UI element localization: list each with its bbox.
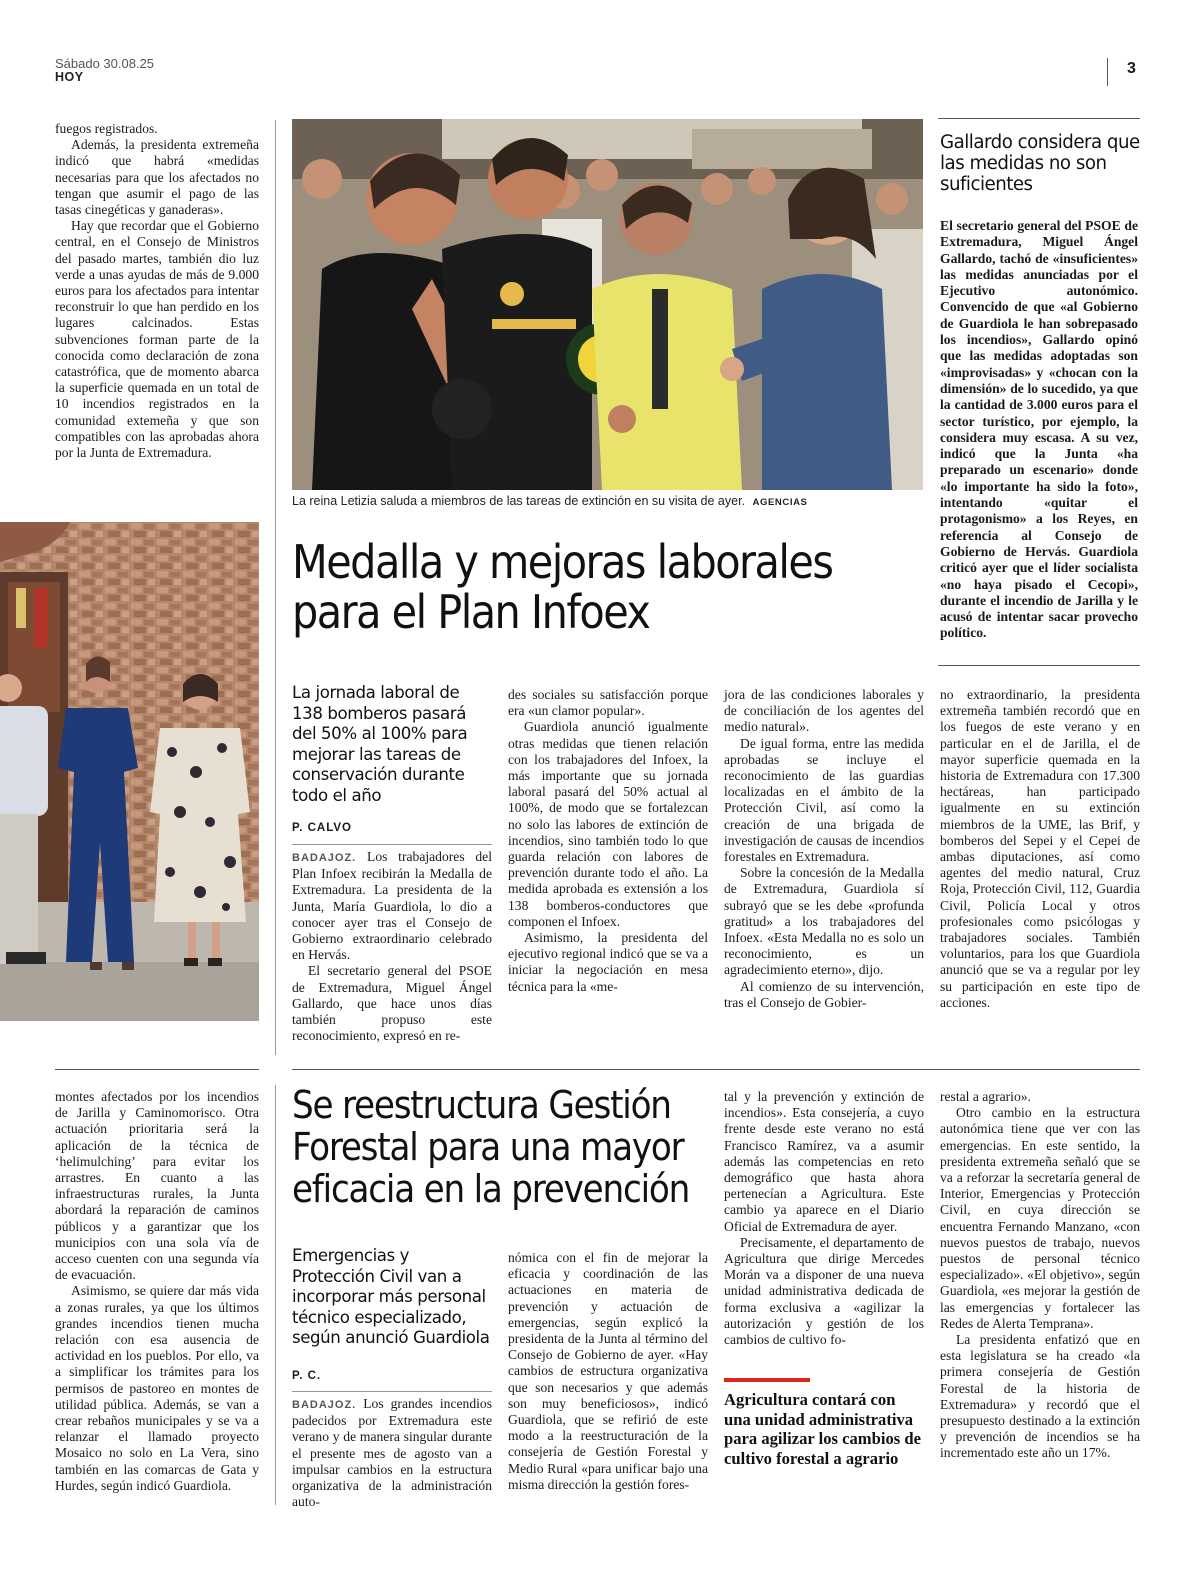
article1-subhead: La jornada laboral de 138 bomberos pasará del 50% al 100% para mejorar las tareas de conservación durante todo el año <box>292 683 468 805</box>
photo-main <box>292 119 923 490</box>
header-paper-name: HOY <box>55 70 84 84</box>
header-date: Sábado 30.08.25 <box>55 56 155 71</box>
paragraph: des sociales su satisfacción porque era «un clamor popular». <box>508 687 708 719</box>
caption-text: La reina Letizia saluda a miembros de las tareas de extinción en su visita de ayer. <box>292 494 746 508</box>
paragraph: montes afectados por los incendios de Jarilla y Caminomorisco. Otra actuación prioritaria será la aplicación de la técnica de ‘helimulching’ para evitar los arrastres. En cuanto a las infraestructuras rurales, la Junta abordará la reparación de caminos públicos y a garantizar que los municipios con una sola vía de acceso cuenten con una segunda vía de evacuación. <box>55 1089 259 1283</box>
article2-col2 <box>508 1250 708 1493</box>
article1-col4 <box>940 687 1140 1011</box>
col1-bottom-text <box>55 1089 259 1494</box>
highlight-red-bar <box>724 1378 810 1382</box>
photo-main-image <box>292 119 923 490</box>
article2-headline: Se reestructura Gestión Forestal para una mayor eficacia en la prevención <box>292 1083 690 1211</box>
article2-col3 <box>724 1089 924 1348</box>
paragraph: Asimismo, la presidenta del ejecutivo regional indicó que se va a iniciar la negociación en mesa técnica para la «me- <box>508 930 708 994</box>
sidebar-text: El secretario general del PSOE de Extremadura, Miguel Ángel Gallardo, tachó de «insuficientes» las medidas anunciadas por el Ejecutivo autonómico. Convencido de que «al Gobierno de Guardiola le han sobrepasado los incendios», Gallardo opinó que las medidas adoptadas son «improvisadas» y «chocan con la dimensión» de lo sucedido, ya que la cantidad de 3.000 euros para el sector turístico, por ejemplo, la considera muy escasa. A su vez, indicó que la Junta «ha preparado un escenario» donde «lo importante ha sido la foto», intentando «quitar el protagonismo» a los Reyes, en referencia al Consejo de Gobierno de Hervás. Guardiola criticó ayer que el líder socialista «no haya pisado el Cecopi», durante el incendio de Jarilla y le acusó de intentar sacar provecho político. <box>940 218 1138 641</box>
paragraph: jora de las condiciones laborales y de conciliación de los agentes del medio natural». <box>724 687 924 735</box>
section-divider <box>292 1069 1140 1070</box>
paragraph: Asimismo, se quiere dar más vida a zonas rurales, ya que los últimos grandes incendios tienen mucha relación con esa ausencia de actividad en los pueblos. Por ello, va a simplificar los trámites para los permisos de pastoreo en montes de utilidad pública. Además, se van a crear rebaños municipales y se va a relanzar el llamado proyecto Mosaico no solo en La Vera, sino también en las comarcas de Gata y Hurdes, según indicó Guardiola. <box>55 1283 259 1493</box>
photo-officials <box>0 522 259 1021</box>
article1-location: BADAJOZ. <box>292 852 357 864</box>
sidebar-title: Gallardo considera que las medidas no son suficientes <box>940 132 1140 195</box>
paragraph: Otro cambio en la estructura autonómica tiene que ver con las emergencias. En este sentido, la presidenta extremeña señaló que se va a reforzar la secretaría general de Interior, Emergencias y Protección Civil, en cuya dirección se encuentra Fernando Manzano, «con nuevos puestos de trabajo, nuevos puestos de personal técnico especializado». «El objetivo», según Guardiola, «es mejorar la gestión de las emergencias y fortalecer las Redes de Alerta Temprana». <box>940 1105 1140 1331</box>
column-divider <box>275 120 276 1055</box>
article1-col3 <box>724 687 924 1011</box>
article2-col1 <box>292 1396 492 1510</box>
paragraph: La presidenta enfatizó que en esta legislatura se ha creado «la primera consejería de Gestión Forestal de la historia de Extremadura» y recordó que el presupuesto destinado a la extinción y prevención de incendios se ha incrementado este año un 17%. <box>940 1332 1140 1461</box>
page-number: 3 <box>1127 60 1136 77</box>
paragraph: Hay que recordar que el Gobierno central, en el Consejo de Ministros del pasado martes, también dio luz verde a unas ayudas de más de 9.000 euros para los afectados para intentar reconstruir lo que han perdido en los lugares calcinados. Estas subvenciones forman parte de la conocida como declaración de zona catastrófica, que de momento abarca la superficie quemada en un total de 10 incendios registrados en la comunidad extemeña y que son compatibles con las aprobadas ahora por la Junta de Extremadura. <box>55 218 259 461</box>
paragraph: BADAJOZ. Los grandes incendios padecidos por Extremadura este verano y de manera singular durante el presente mes de agosto van a impulsar cambios en la estructura organizativa de la administración auto- <box>292 1396 492 1510</box>
col1-top-text <box>55 121 259 461</box>
article2-location: BADAJOZ. <box>292 1399 357 1411</box>
photo-officials-image <box>0 522 259 1021</box>
article1-col2 <box>508 687 708 995</box>
header-divider <box>1107 58 1108 86</box>
article1-byline-rule <box>292 844 492 845</box>
section-divider <box>55 1069 259 1070</box>
article2-subhead: Emergencias y Protección Civil van a incorporar más personal técnico especializado, según anunció Guardiola <box>292 1246 490 1348</box>
article1-headline: Medalla y mejoras laborales para el Plan Infoex <box>292 535 833 639</box>
paragraph: Precisamente, el departamento de Agricultura que dirige Mercedes Morán va a disponer de una nueva unidad administrativa dedicada de forma exclusiva a «agilizar la autorización y gestión de los cambios de cultivo fo- <box>724 1234 924 1348</box>
sidebar-bottom-rule <box>938 665 1140 666</box>
article2-byline: P. C. <box>292 1370 322 1382</box>
photo-main-caption <box>292 494 923 508</box>
column-divider <box>275 1085 276 1505</box>
caption-credit: AGENCIAS <box>752 497 808 508</box>
article1-col1 <box>292 849 492 1044</box>
article1-byline: P. CALVO <box>292 822 352 834</box>
paragraph: De igual forma, entre las medida aprobadas se incluye el reconocimiento de las guardias localizadas en el ámbito de la Protección Civil, así como la creación de una brigada de investigación de causas de incendios forestales en Extremadura. <box>724 735 924 865</box>
paragraph: tal y la prevención y extinción de incendios». Esta consejería, a cuyo frente desde este verano no está Francisco Ramírez, va a asumir además las competencias en reto demográfico que hasta ahora pertenecían a Agricultura. Este cambio ya aparece en el Diario Oficial de Extremadura de ayer. <box>724 1089 924 1234</box>
paragraph: Guardiola anunció igualmente otras medidas que tienen relación con los trabajadores del Infoex, la más importante que su jornada laboral pasará del 50% actual al 100%, de modo que se fortalezcan no solo las labores de extinción de incendios, sino también todo lo que guarda relación con labores de prevención durante todo el año. La medida aprobada es extensión a los 138 bomberos-conductores que componen el Infoex. <box>508 719 708 929</box>
paragraph: BADAJOZ. Los trabajadores del Plan Infoex recibirán la Medalla de Extremadura. La presidenta de la Junta, María Guardiola, lo dio a conocer ayer tras el Consejo de Gobierno extraordinario celebrado en Hervás. <box>292 849 492 963</box>
paragraph: Al comienzo de su intervención, tras el Consejo de Gobier- <box>724 978 924 1010</box>
sidebar-top-rule <box>938 118 1140 119</box>
paragraph: Sobre la concesión de la Medalla de Extremadura, Guardiola sí subrayó que se les debe «profunda gratitud» a los trabajadores del Infoex. «Esta Medalla no es solo un reconocimiento, es un agradecimiento eterno», dijo. <box>724 865 924 978</box>
article2-highlight: Agricultura contará con una unidad administrativa para agilizar los cambios de cultivo forestal a agrario <box>724 1390 921 1468</box>
article2-byline-rule <box>292 1391 492 1392</box>
article2-col4 <box>940 1089 1140 1462</box>
paragraph: restal a agrario». <box>940 1089 1031 1104</box>
paragraph: fuegos registrados. <box>55 121 158 136</box>
paragraph: no extraordinario, la presidenta extremeña también recordó que en los fuegos de este verano y en particular en el de Jarilla, el de mayor superficie quemada en la historia de Extremadura con 17.300 hectáreas, han participado igualmente en su extinción miembros de la UME, las Brif, y bomberos del Sepei y el Cepei de ambas diputaciones, así como agentes del medio natural, Cruz Roja, Protección Civil, 112, Guardia Civil, Policía Local y otros profesionales como psicólogas y trabajadores sociales. También voluntarios, para los que Guardiola anunció que se va a regular por ley su participación en este tipo de acciones. <box>940 687 1140 1010</box>
paragraph: El secretario general del PSOE de Extremadura, Miguel Ángel Gallardo, que hace unos días también propuso este reconocimiento, expresó en re- <box>292 963 492 1044</box>
paragraph: Además, la presidenta extremeña indicó que habrá «medidas necesarias para que los afectados no tengan que asumir el pago de las tasas cinegéticas y ganaderas». <box>55 137 259 218</box>
paragraph: nómica con el fin de mejorar la eficacia y coordinación de las actuaciones en materia de prevención y actuación de emergencias, según explicó la presidenta de la Junta al término del Consejo de Gobierno de ayer. «Hay cambios de estructura organizativa que son necesarios y que además son muy beneficiosos», indicó Guardiola, que se refirió de este modo a la reestructuración de la consejería de Gestión Forestal y Medio Rural «para unificar bajo una misma dirección la gestión fores- <box>508 1250 708 1492</box>
